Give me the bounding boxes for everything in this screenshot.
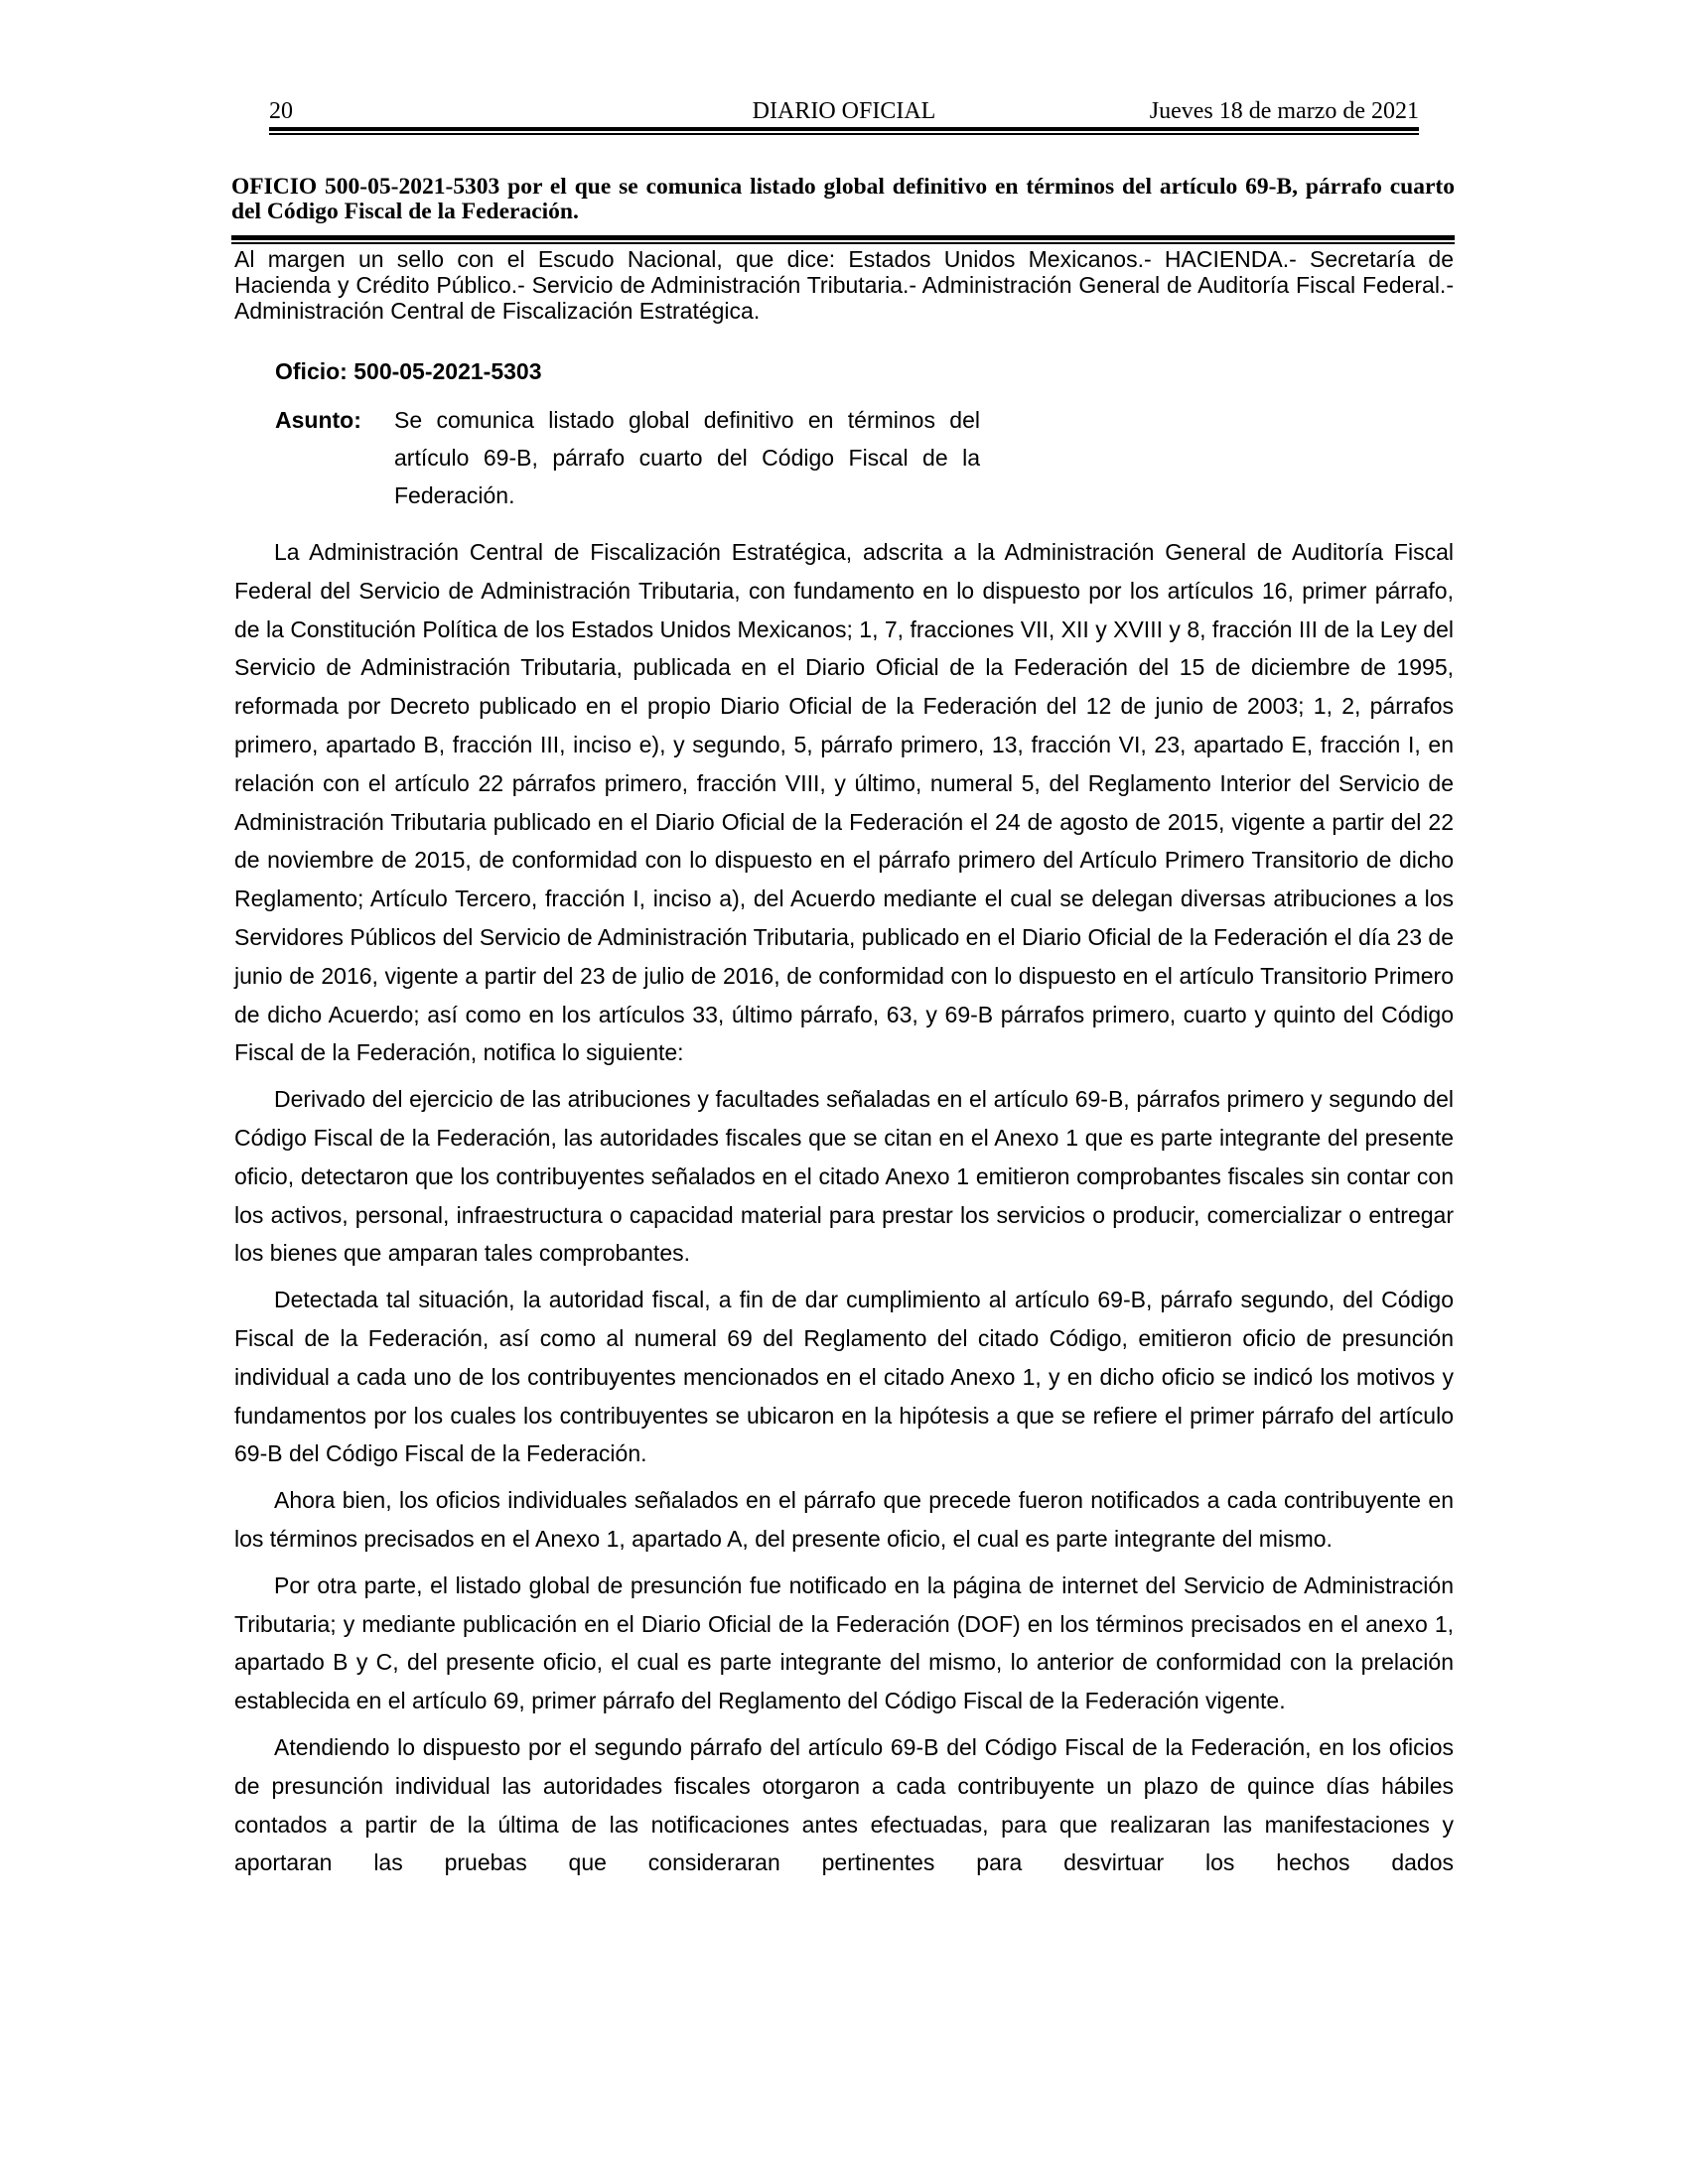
body-paragraph: Detectada tal situación, la autoridad fiscal, a fin de dar cumplimiento al artículo 69-B, párrafo segundo, del Código Fiscal de la Federación, así como al numeral 69 del Reglamento del citado Código, emitieron oficio de presunción individual a cada uno de los contribuyentes mencionados en el citado Anexo 1, y en dicho oficio se indicó los motivos y fundamentos por los cuales los contribuyentes se ubicaron en la hipótesis a que se refiere el primer párrafo del artículo 69-B del Código Fiscal de la Federación. xyxy=(234,1287,1454,1467)
publication-date: Jueves 18 de marzo de 2021 xyxy=(1149,98,1419,124)
oficio-label: Oficio: xyxy=(275,358,348,384)
publication-name: DIARIO OFICIAL xyxy=(752,98,936,124)
body-paragraph: Por otra parte, el listado global de presunción fue notificado en la página de internet del Servicio de Administración Tributaria; y mediante publicación en el Diario Oficial de la Federación (DOF) en los términos precisados en el anexo 1, apartado B y C, del presente oficio, el cual es parte integrante del mismo, lo anterior de conformidad con la prelación establecida en el artículo 69, primer párrafo del Reglamento del Código Fiscal de la Federación vigente. xyxy=(234,1571,1454,1714)
title-rule-thin xyxy=(231,242,1455,244)
asunto-label: Asunto: xyxy=(275,407,361,433)
document-title: OFICIO 500-05-2021-5303 por el que se comunica listado global definitivo en términos del artículo 69-B, párrafo cuarto del Código Fiscal de la Federación. xyxy=(231,174,1455,224)
body-paragraph: La Administración Central de Fiscalización Estratégica, adscrita a la Administración General de Auditoría Fiscal Federal del Servicio de Administración Tributaria, con fundamento en lo dispuesto por los artículos 16, primer párrafo, de la Constitución Política de los Estados Unidos Mexicanos; 1, 7, fracciones VII, XII y XVIII y 8, fracción III de la Ley del Servicio de Administración Tributaria, publicada en el Diario Oficial de la Federación del 15 de diciembre de 1995, reformada por Decreto publicado en el propio Diario Oficial de la Federación del 12 de junio de 2003; 1, 2, párrafos primero, apartado B, fracción III, inciso e), y segundo, 5, párrafo primero, 13, fracción VI, 23, apartado E, fracción I, en relación con el artículo 22 párrafos primero, fracción VIII, y último, numeral 5, del Reglamento Interior del Servicio de Administración Tributaria publicado en el Diario Oficial de la Federación el 24 de agosto de 2015, vigente a partir del 22 de noviembre de 2015, de conformidad con lo dispuesto en el párrafo primero del Artículo Primero Transitorio de dicho Reglamento; Artículo Tercero, fracción I, inciso a), del Acuerdo mediante el cual se delegan diversas atribuciones a los Servidores Públicos del Servicio de Administración Tributaria, publicado en el Diario Oficial de la Federación el día 23 de junio de 2016, vigente a partir del 23 de julio de 2016, de conformidad con lo dispuesto en el artículo Transitorio Primero de dicho Acuerdo; así como en los artículos 33, último párrafo, 63, y 69-B párrafos primero, cuarto y quinto del Código Fiscal de la Federación, notifica lo siguiente: xyxy=(234,539,1454,1066)
oficio-number: 500-05-2021-5303 xyxy=(353,358,542,384)
document-body xyxy=(234,533,1454,1890)
title-rule-thick xyxy=(231,235,1455,240)
body-paragraph: Derivado del ejercicio de las atribuciones y facultades señaladas en el artículo 69-B, párrafos primero y segundo del Código Fiscal de la Federación, las autoridades fiscales que se citan en el Anexo 1 que es parte integrante del presente oficio, detectaron que los contribuyentes señalados en el citado Anexo 1 emitieron comprobantes fiscales sin contar con los activos, personal, infraestructura o capacidad material para prestar los servicios o producir, comercializar o entregar los bienes que amparan tales comprobantes. xyxy=(234,1086,1454,1267)
body-paragraph: Ahora bien, los oficios individuales señalados en el párrafo que precede fueron notificados a cada contribuyente en los términos precisados en el Anexo 1, apartado A, del presente oficio, el cual es parte integrante del mismo. xyxy=(234,1487,1454,1552)
page-header xyxy=(269,97,1419,137)
asunto-text: Se comunica listado global definitivo en términos del artículo 69-B, párrafo cuarto del Código Fiscal de la Federación. xyxy=(394,407,980,508)
body-paragraph: Atendiendo lo dispuesto por el segundo párrafo del artículo 69-B del Código Fiscal de la Federación, en los oficios de presunción individual las autoridades fiscales otorgaron a cada contribuyente un plazo de quince días hábiles contados a partir de la última de las notificaciones antes efectuadas, para que realizaran las manifestaciones y aportaran las pruebas que consideraran pertinentes para desvirtuar los hechos dados xyxy=(234,1733,1454,1876)
header-rule-thick xyxy=(269,127,1419,131)
seal-description: Al margen un sello con el Escudo Nacional, que dice: Estados Unidos Mexicanos.- HACIENDA.- Secretaría de Hacienda y Crédito Público.- Servicio de Administración Tributaria.- Administración General de Auditoría Fiscal Federal.- Administración Central de Fiscalización Estratégica. xyxy=(234,246,1454,324)
page-number: 20 xyxy=(269,98,293,124)
header-rule-thin xyxy=(269,133,1419,135)
oficio-reference xyxy=(275,356,542,386)
